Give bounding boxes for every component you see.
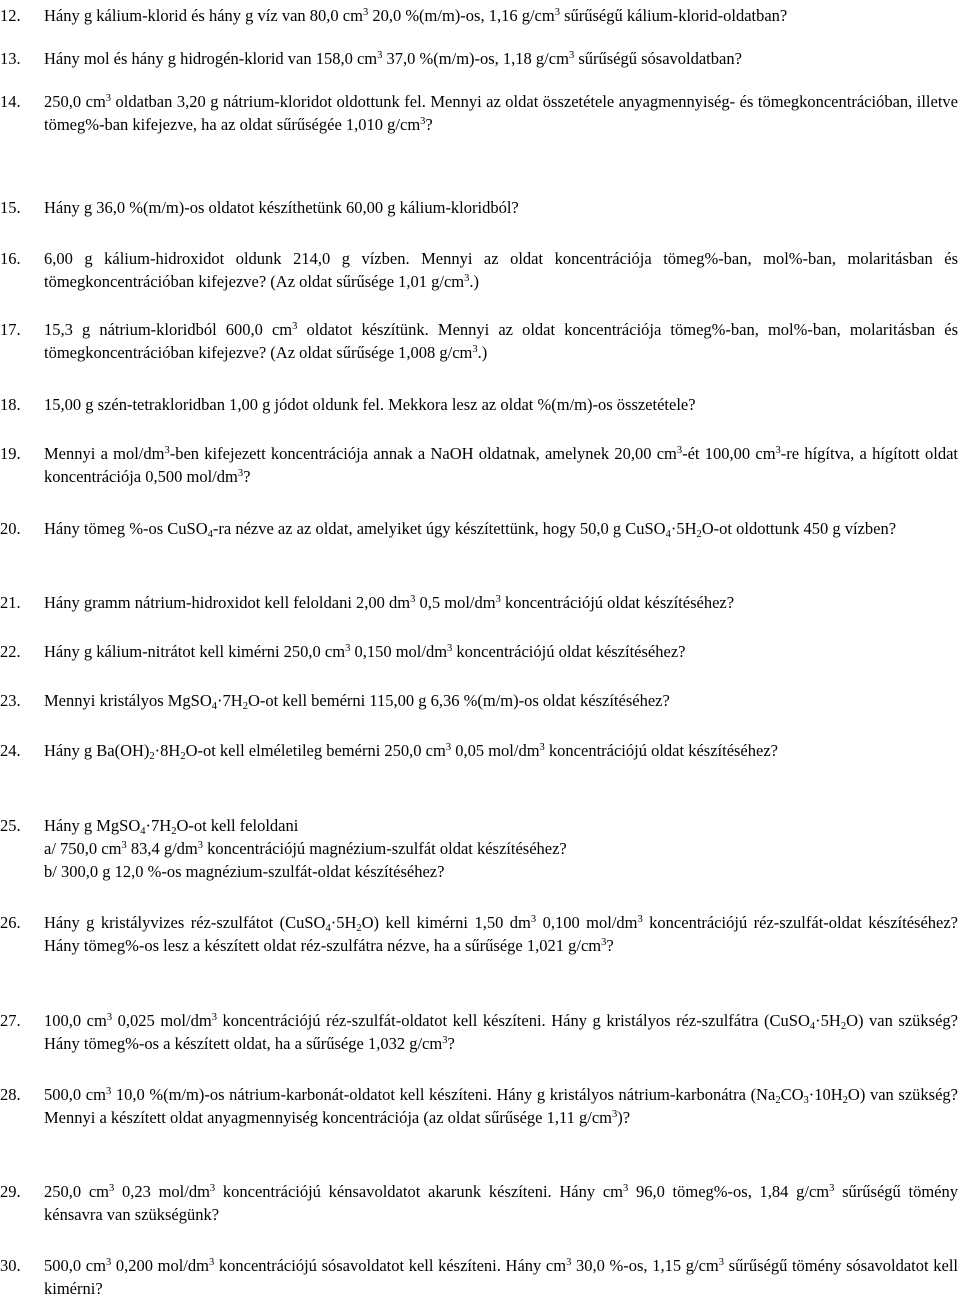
exercise-line: Hány g kálium-nitrátot kell kimérni 250,0 $cm^3$ 0,150 mol/$dm^3$ koncentrációjú oldat készítéséhez? [44,642,686,661]
exercise-19 [0,442,958,488]
exercise-29 [0,1180,958,1226]
exercise-line: Hány g $MgSO_4\cdot 7H_2O-ot$ kell feloldani [44,816,299,837]
exercise-line: Hány g kristályvizes réz-szulfátot $(CuSO_4\cdot 5H_2O)$ kell kimérni 1,50 $dm^3$ 0,100 mol/$dm^3$ koncentrációjú réz-szulfát-oldat készítéséhez? Hány tömeg%-os lesz a készített oldat réz-szulfátra nézve, ha a sűrűsége 1,021 $g/cm^3$? [44,913,958,955]
exercise-text [44,90,958,136]
exercise-text [44,196,958,219]
exercise-23 [0,689,958,712]
exercise-number: 16. [0,249,21,268]
exercise-number: 17. [0,320,21,339]
exercise-text [44,517,958,540]
exercise-12 [0,4,958,27]
exercise-line: Hány gramm nátrium-hidroxidot kell feloldani 2,00 $dm^3$ 0,5 mol/$dm^3$ koncentrációjú oldat készítéséhez? [44,593,735,612]
exercise-text [44,1009,958,1055]
exercise-text [44,442,958,488]
exercise-number: 29. [0,1182,21,1201]
exercise-number: 13. [0,49,21,68]
exercise-number: 30. [0,1256,21,1275]
exercise-line: 250,0 $cm^3$ 0,23 mol/$dm^3$ koncentrációjú kénsavoldatot akarunk készíteni. Hány $cm^3$ 96,0 tömeg%-os, 1,84 $g/cm^3$ sűrűségű tömény kénsavra van szükségünk? [44,1182,958,1224]
exercise-14 [0,90,958,136]
exercise-text [44,318,958,364]
exercise-line: Mennyi kristályos $MgSO_4\cdot 7H_2O-ot$ kell bemérni 115,00 g 6,36 %(m/m)-os oldat készítéséhez? [44,691,670,712]
exercise-number: 20. [0,519,21,538]
exercise-30 [0,1254,958,1300]
exercise-line: Mennyi a mol/$dm^3$-ben kifejezett koncentrációja annak a NaOH oldatnak, amelynek 20,00 $cm^3-ét$ 100,00 $cm^3-re$ hígítva, a hígított oldat koncentrációja 0,500 mol/$dm^3$? [44,444,958,486]
exercise-number: 22. [0,642,21,661]
exercise-16 [0,247,958,293]
exercise-26 [0,911,958,957]
exercise-text [44,1180,958,1226]
exercise-line: 250,0 $cm^3$ oldatban 3,20 g nátrium-kloridot oldottunk fel. Mennyi az oldat összetétele anyagmennyiség- és tömegkoncentrációban, illetve tömeg%-ban kifejezve, ha az oldat sűrűségée 1,010 $g/cm^3$? [44,92,958,134]
exercise-line: Hány g kálium-klorid és hány g víz van 80,0 $cm^3$ 20,0 %(m/m)-os, 1,16 $g/cm^3$ sűrűségű kálium-klorid-oldatban? [44,6,788,25]
exercise-text [44,393,958,416]
exercise-number: 24. [0,741,21,760]
exercise-line: 6,00 g kálium-hidroxidot oldunk 214,0 g vízben. Mennyi az oldat koncentrációja tömeg%-ban, mol%-ban, molaritásban és tömegkoncentrációban kifejezve? (Az oldat sűrűsége 1,01 $g/cm^3$.) [44,249,958,291]
exercise-text [44,640,958,663]
exercise-number: 23. [0,691,21,710]
exercise-line: a/ 750,0 $cm^3$ 83,4 $g/dm^3$ koncentrációjú magnézium-szulfát oldat készítéséhez? [44,839,567,858]
exercise-text [44,591,958,614]
exercise-number: 25. [0,816,21,835]
exercise-number: 28. [0,1085,21,1104]
exercise-line: Hány g 36,0 %(m/m)-os oldatot készíthetünk 60,00 g kálium-kloridból? [44,198,519,217]
exercise-28 [0,1083,958,1129]
exercise-22 [0,640,958,663]
exercise-text [44,739,958,762]
exercise-25 [0,814,958,883]
exercise-number: 12. [0,6,21,25]
exercise-number: 21. [0,593,21,612]
exercise-text [44,4,958,27]
exercise-line: 500,0 $cm^3$ 0,200 mol/$dm^3$ koncentrációjú sósavoldatot kell készíteni. Hány $cm^3$ 30,0 %-os, 1,15 $g/cm^3$ sűrűségű tömény sósavoldatot kell kimérni? [44,1256,959,1298]
exercise-number: 27. [0,1011,21,1030]
exercise-15 [0,196,958,219]
exercise-line: 15,00 g szén-tetrakloridban 1,00 g jódot oldunk fel. Mekkora lesz az oldat %(m/m)-os összetétele? [44,395,696,414]
exercise-line: b/ 300,0 g 12,0 %-os magnézium-szulfát-oldat készítéséhez? [44,862,445,881]
exercise-24 [0,739,958,762]
exercise-text [44,247,958,293]
exercise-number: 18. [0,395,21,414]
exercise-number: 26. [0,913,21,932]
exercise-line: 15,3 g nátrium-kloridból 600,0 $cm^3$ oldatot készítünk. Mennyi az oldat koncentrációja tömeg%-ban, mol%-ban, molaritásban és tömegkoncentrációban kifejezve? (Az oldat sűrűsége 1,008 $g/cm^3$.) [44,320,958,362]
exercise-text [44,1254,958,1300]
exercise-line: Hány tömeg %-os CuSO$_4$-ra nézve az az oldat, amelyiket úgy készítettünk, hogy 50,0 g $CuSO_4\cdot 5H_2O-ot$ oldottunk 450 g vízben? [44,519,897,540]
exercise-18 [0,393,958,416]
exercise-text [44,689,958,712]
exercise-text [44,1083,958,1129]
exercise-text [44,814,958,883]
exercise-17 [0,318,958,364]
exercise-20 [0,517,958,540]
exercise-13 [0,47,958,70]
exercise-27 [0,1009,958,1055]
exercise-text [44,47,958,70]
exercise-number: 15. [0,198,21,217]
exercise-number: 14. [0,92,21,111]
exercise-21 [0,591,958,614]
exercise-line: Hány g $Ba(OH)_2\cdot 8H_2O-ot$ kell elméletileg bemérni 250,0 $cm^3$ 0,05 mol/$dm^3$ koncentrációjú oldat készítéséhez? [44,741,778,762]
exercise-line: 100,0 $cm^3$ 0,025 mol/$dm^3$ koncentrációjú réz-szulfát-oldatot kell készíteni. Hány g kristályos réz-szulfátra $(CuSO_4\cdot 5H_2O)$ van szükség? Hány tömeg%-os a készített oldat, ha a sűrűsége 1,032 $g/cm^3$? [44,1011,958,1053]
exercise-number: 19. [0,444,21,463]
exercise-text [44,911,958,957]
exercise-line: 500,0 $cm^3$ 10,0 %(m/m)-os nátrium-karbonát-oldatot kell készíteni. Hány g kristályos nátrium-karbonátra $(Na_2CO_3\cdot 10H_2O)$ van szükség? Mennyi a készített oldat anyagmennyiség koncentrációja (az oldat sűrűsége 1,11 $g/cm^3$)? [44,1085,958,1127]
exercise-line: Hány mol és hány g hidrogén-klorid van 158,0 $cm^3$ 37,0 %(m/m)-os, 1,18 $g/cm^3$ sűrűségű sósavoldatban? [44,49,742,68]
